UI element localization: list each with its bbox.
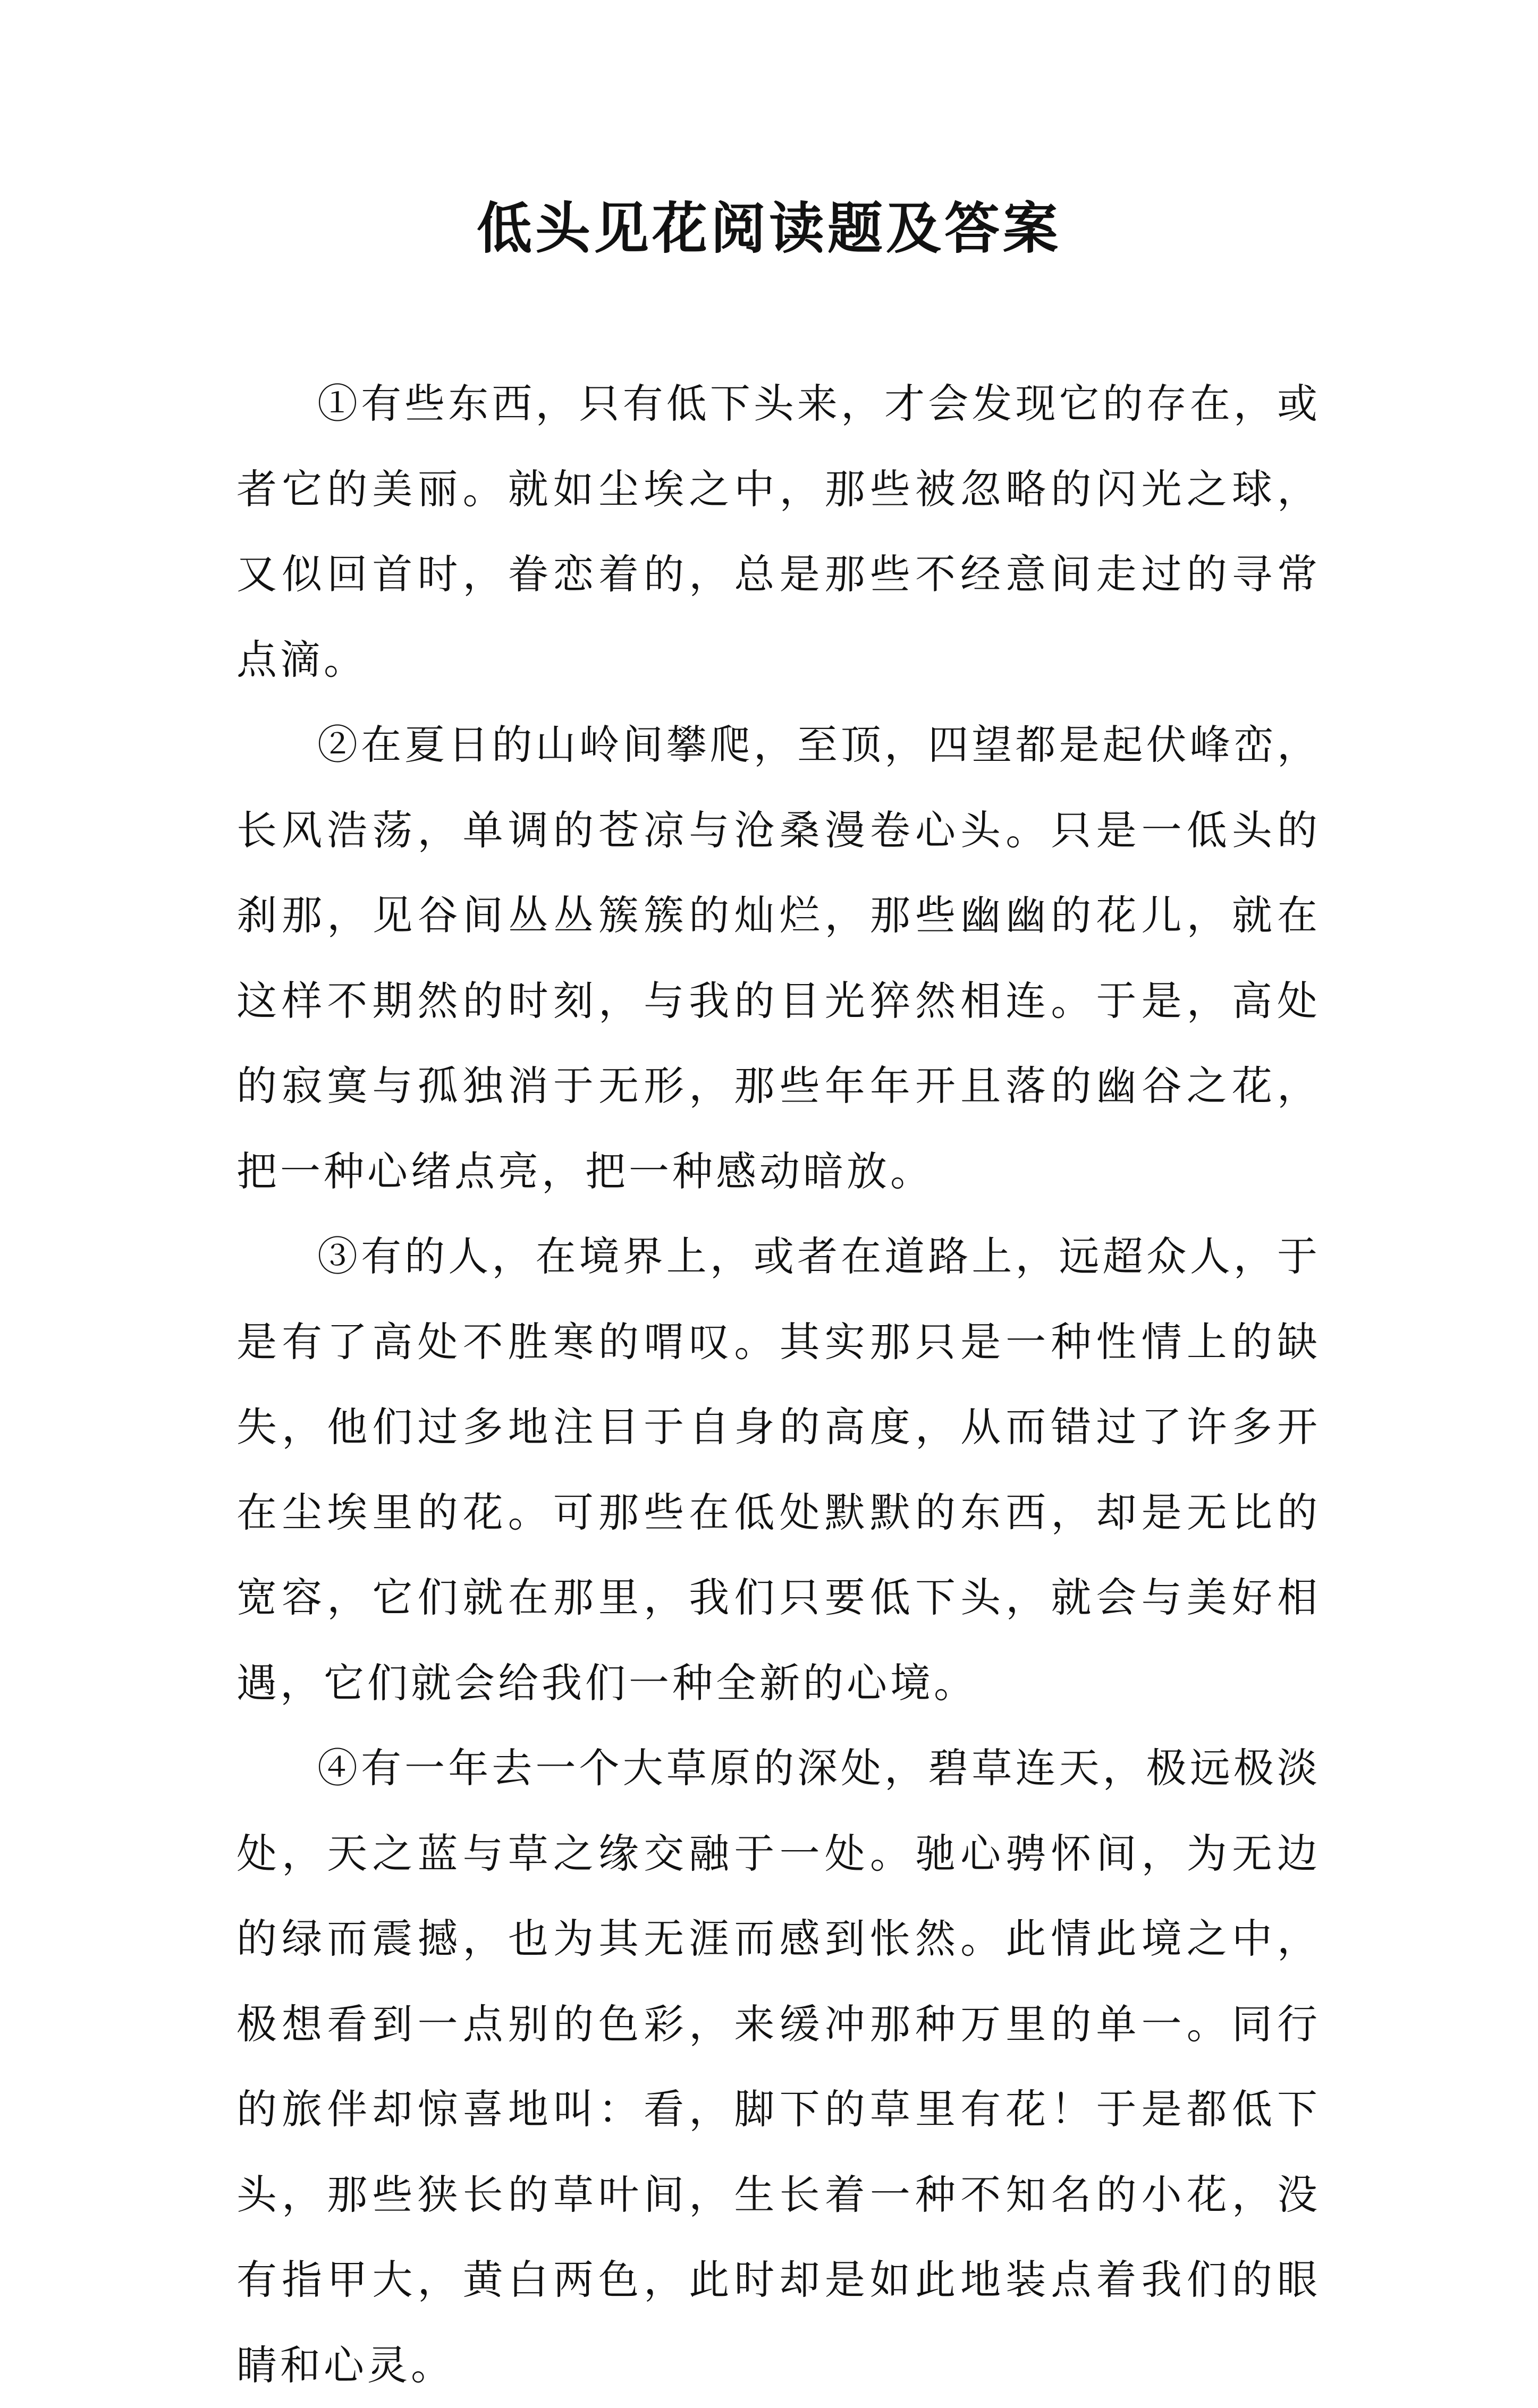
document-title: 低头见花阅读题及答案 [476, 196, 1061, 261]
paragraph-4: ④有一年去一个大草原的深处，碧草连天，极远极淡处，天之蓝与草之缘交融于一处。驰心骋怀间，为无边的绿而震撼，也为其无涯而感到怅然。此情此境之中，极想看到一点别的色彩，来缓冲那种万里的单一。同行的旅伴却惊喜地叫：看，脚下的草里有花！于是都低下头，那些狭长的草叶间，生长着一种不知名的小花，没有指甲大，黄白两色，此时却是如此地装点着我们的眼睛和心灵。 [236, 1744, 1321, 2389]
paragraph-2: ②在夏日的山岭间攀爬，至顶，四望都是起伏峰峦，长风浩荡，单调的苍凉与沧桑漫卷心头。只是一低头的刹那，见谷间丛丛簇簇的灿烂，那些幽幽的花儿，就在这样不期然的时刻，与我的目光猝然相连。于是，高处的寂寞与孤独消于无形，那些年年开且落的幽谷之花，把一种心绪点亮，把一种感动暗放。 [236, 721, 1321, 1195]
paragraph-3: ③有的人，在境界上，或者在道路上，远超众人，于是有了高处不胜寒的喟叹。其实那只是一种性情上的缺失，他们过多地注目于自身的高度，从而错过了许多开在尘埃里的花。可那些在低处默默的东西，却是无比的宽容，它们就在那里，我们只要低下头，就会与美好相遇，它们就会给我们一种全新的心境。 [236, 1233, 1321, 1707]
document-body [236, 361, 1321, 2408]
paragraph-1: ①有些东西，只有低下头来，才会发现它的存在，或者它的美丽。就如尘埃之中，那些被忽略的闪光之球，又似回首时，眷恋着的，总是那些不经意间走过的寻常点滴。 [236, 380, 1321, 683]
